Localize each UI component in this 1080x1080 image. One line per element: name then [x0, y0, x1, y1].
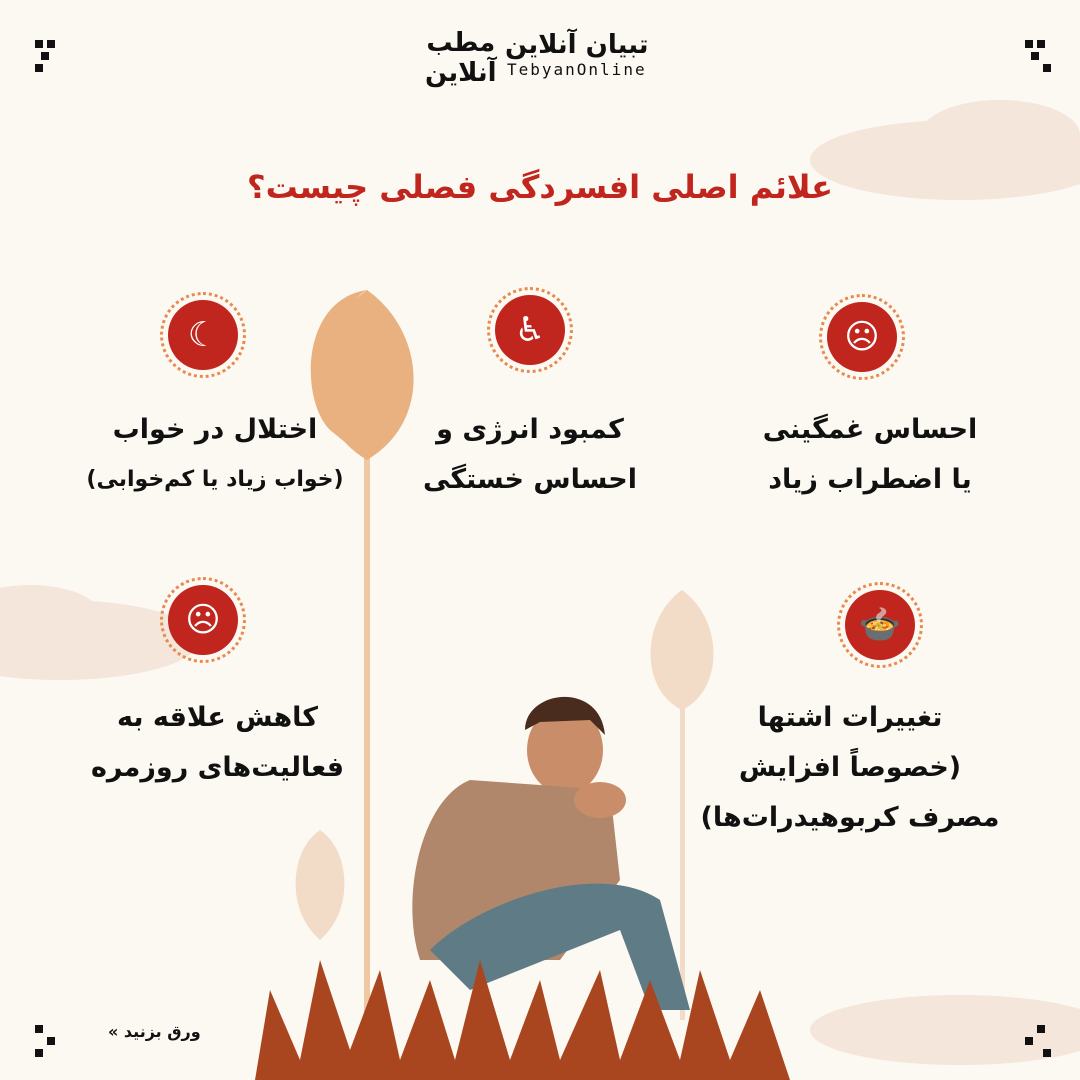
food-bowl-icon: 🍲 [837, 582, 923, 668]
symptom-line: فعالیت‌های روزمره [90, 752, 345, 783]
sitting-man-illustration [412, 697, 690, 1010]
matab-online-logo [425, 28, 497, 88]
tebyan-online-logo [505, 30, 649, 79]
symptom-line: اختلال در خواب [112, 414, 318, 445]
tired-person-icon: ♿ [487, 287, 573, 373]
swipe-label: ورق بزنید [123, 1022, 201, 1041]
symptom-line: کمبود انرژی و [436, 414, 624, 445]
symptom-line: (خواب زیاد یا کم‌خوابی) [86, 467, 344, 492]
symptom-line: تغییرات اشتها [757, 702, 943, 733]
symptom-line: احساس غمگینی [762, 414, 978, 445]
symptom-line: مصرف کربوهیدرات‌ها) [700, 802, 1000, 833]
page-title: علائم اصلی افسردگی فصلی چیست؟ [247, 168, 833, 206]
symptom-line: کاهش علاقه به [116, 702, 319, 733]
symptom-loss-of-interest [85, 693, 350, 793]
double-arrow-icon: » [108, 1022, 119, 1041]
logo-left-line2: آنلاین [425, 58, 497, 88]
logo-left-line1: مطب [426, 28, 496, 58]
symptom-sleep-disorder [80, 405, 350, 505]
sleep-pillow-icon: ☾ [160, 292, 246, 378]
symptom-appetite-change [700, 693, 1000, 843]
symptom-low-energy [400, 405, 660, 505]
symptom-line: احساس خستگی [423, 464, 637, 495]
logo-right-fa: تبیان آنلاین [505, 30, 649, 60]
symptom-line: (خصوصاً افزایش [738, 752, 962, 783]
symptom-sadness [740, 405, 1000, 505]
swipe-hint[interactable] [108, 1022, 201, 1041]
bored-person-icon: ☹ [160, 577, 246, 663]
logo-right-en: TebyanOnline [506, 60, 647, 79]
grass-foreground [255, 960, 790, 1080]
symptom-line: یا اضطراب زیاد [768, 464, 972, 495]
sad-person-icon: ☹ [819, 294, 905, 380]
